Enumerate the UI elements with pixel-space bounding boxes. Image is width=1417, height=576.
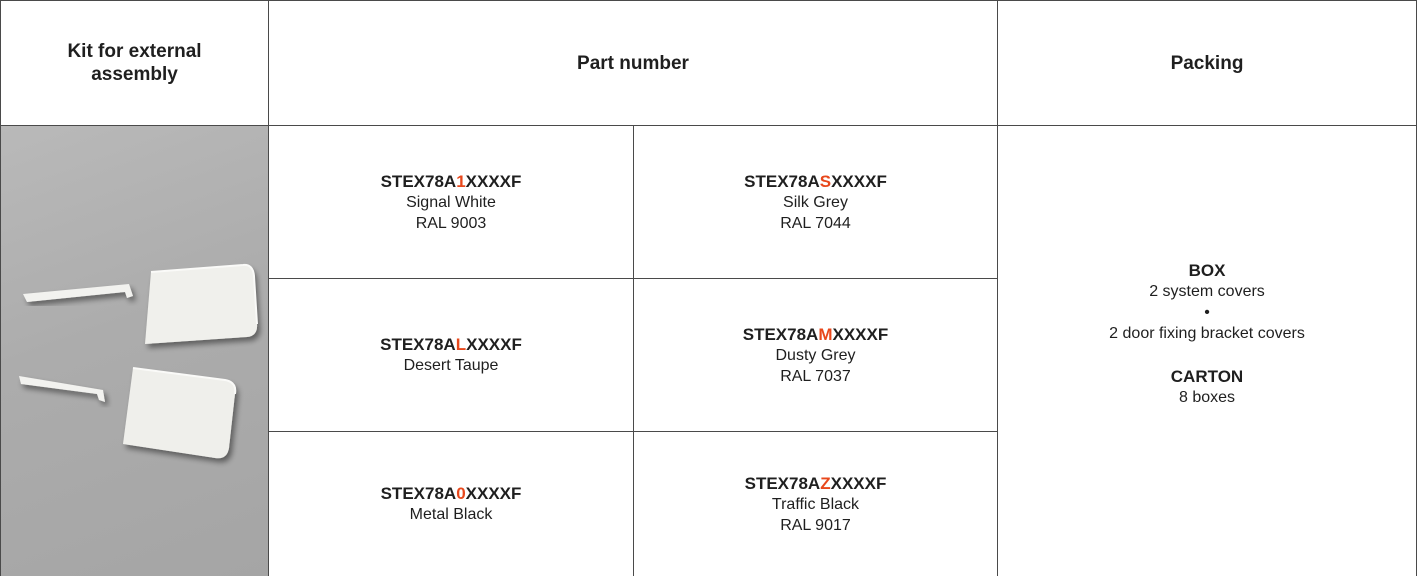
header-part-cell — [269, 1, 997, 125]
carton-item: 8 boxes — [1178, 389, 1236, 406]
product-photo — [1, 126, 268, 576]
part-code: STEX78A1XXXXF — [380, 171, 522, 191]
color-name: Silk Grey — [783, 193, 848, 211]
header-kit-cell — [1, 1, 268, 125]
color-name: Signal White — [406, 193, 496, 211]
header-packing: Packing — [1170, 52, 1244, 74]
part-code: STEX78AZXXXXF — [744, 473, 887, 493]
header-kit: Kit for external assembly — [67, 41, 202, 85]
ral-code: RAL 7044 — [780, 214, 851, 232]
part-code: STEX78ASXXXXF — [744, 171, 887, 191]
header-packing-cell — [998, 1, 1416, 125]
part-cell-silk-grey — [634, 126, 997, 278]
part-cell-signal-white — [269, 126, 633, 278]
color-name: Dusty Grey — [775, 346, 856, 364]
header-part-number: Part number — [577, 52, 689, 74]
ral-code: RAL 9017 — [780, 516, 851, 534]
bullet-separator: • — [1204, 304, 1210, 321]
part-code: STEX78A0XXXXF — [380, 484, 522, 503]
ral-code: RAL 7037 — [780, 367, 851, 385]
box-item-system-covers: 2 system covers — [1149, 283, 1265, 300]
color-name: Metal Black — [409, 506, 493, 523]
part-cell-metal-black — [269, 432, 633, 576]
part-cell-desert-taupe — [269, 279, 633, 431]
part-code: STEX78AMXXXXF — [742, 324, 889, 344]
carton-label: CARTON — [1170, 367, 1244, 386]
part-cell-dusty-grey — [634, 279, 997, 431]
box-item-bracket-covers: 2 door fixing bracket covers — [1109, 325, 1305, 342]
packing-cell — [998, 126, 1416, 576]
part-cell-traffic-black — [634, 432, 997, 576]
cover-parts-image — [1, 126, 268, 576]
box-label: BOX — [1188, 261, 1226, 280]
ral-code: RAL 9003 — [415, 214, 487, 232]
part-code: STEX78ALXXXXF — [380, 335, 522, 354]
color-name: Desert Taupe — [403, 357, 499, 374]
color-name: Traffic Black — [771, 495, 860, 513]
